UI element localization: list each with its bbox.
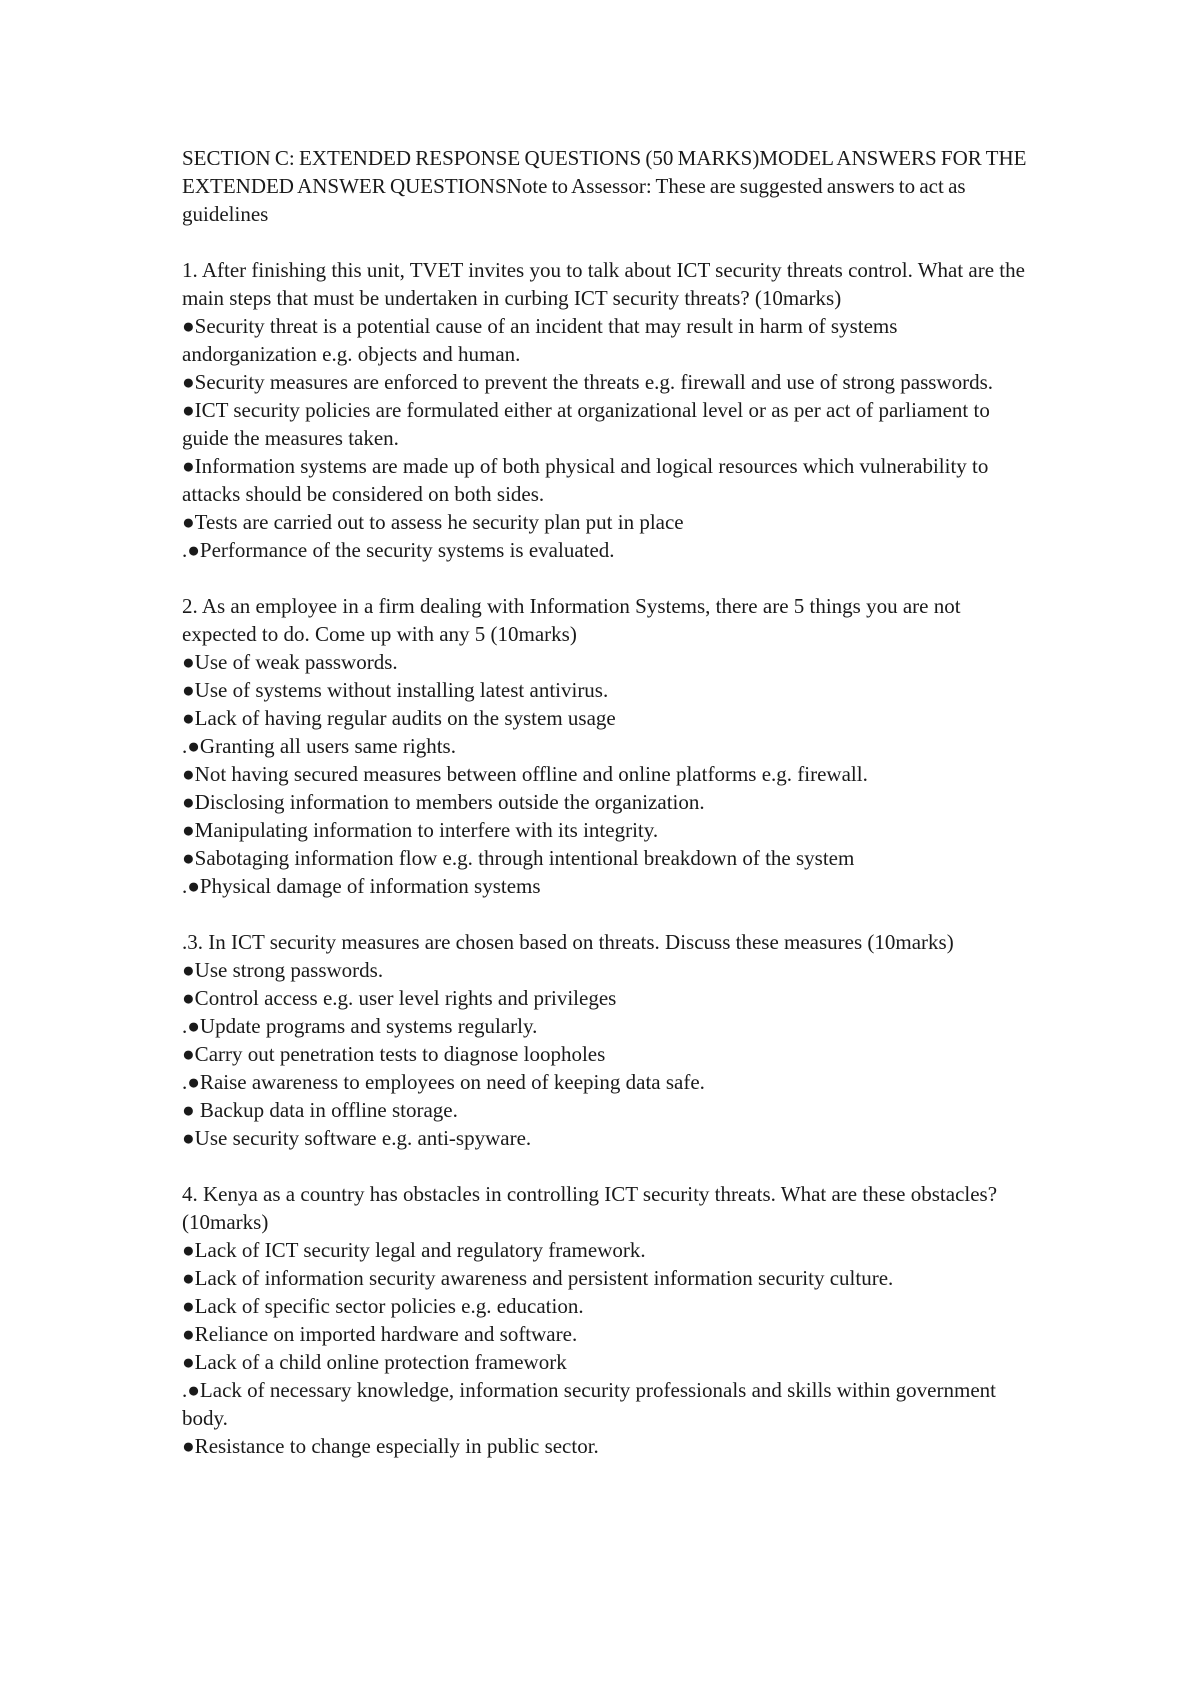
answer-item: ●Carry out penetration tests to diagnose loopholes [182,1042,606,1066]
answer-item: .●Performance of the security systems is evaluated. [182,538,615,562]
answer-item: ●Sabotaging information flow e.g. through intentional breakdown of the system [182,846,855,870]
answer-item: ●Lack of specific sector policies e.g. education. [182,1294,584,1318]
answer-item: ●Lack of a child online protection framework [182,1350,567,1374]
answer-item: ●Use of weak passwords. [182,650,398,674]
question-text: .3. In ICT security measures are chosen based on threats. Discuss these measures (10marks) [182,930,954,954]
answer-item: ●Reliance on imported hardware and software. [182,1322,578,1346]
answer-item: ●Lack of ICT security legal and regulatory framework. [182,1238,646,1262]
answer-item: ●Disclosing information to members outside the organization. [182,790,705,814]
answer-item: ●Use of systems without installing latest antivirus. [182,678,609,702]
section-heading: SECTION C: EXTENDED RESPONSE QUESTIONS (50 MARKS)MODEL ANSWERS FOR THE EXTENDED ANSWER QUESTIONSNote to Assessor: These are suggested answers to act as guidelines [182,146,1027,226]
answer-item: ●Security measures are enforced to prevent the threats e.g. firewall and use of strong passwords. [182,370,993,394]
answer-item: ●Information systems are made up of both physical and logical resources which vulnerability to attacks should be considered on both sides. [182,454,989,506]
answer-item: ●Security threat is a potential cause of an incident that may result in harm of systems andorganization e.g. objects and human. [182,314,898,366]
answer-item: .●Raise awareness to employees on need of keeping data safe. [182,1070,705,1094]
answer-item: .●Lack of necessary knowledge, information security professionals and skills within government body. [182,1378,996,1430]
answer-item: .●Physical damage of information systems [182,874,541,898]
question-text: 4. Kenya as a country has obstacles in controlling ICT security threats. What are these obstacles? (10marks) [182,1182,998,1234]
answer-item: .●Update programs and systems regularly. [182,1014,538,1038]
answer-item: ● Backup data in offline storage. [182,1098,458,1122]
question-block-2 [182,592,1032,900]
answer-list [182,956,1032,1152]
answer-item: ●Lack of information security awareness and persistent information security culture. [182,1266,894,1290]
answer-item: ●ICT security policies are formulated either at organizational level or as per act of parliament to guide the measures taken. [182,398,990,450]
answer-item: ●Lack of having regular audits on the system usage [182,706,616,730]
answer-item: ●Manipulating information to interfere with its integrity. [182,818,659,842]
question-text: 2. As an employee in a firm dealing with Information Systems, there are 5 things you are not expected to do. Come up with any 5 (10marks) [182,594,961,646]
answer-item: ●Use strong passwords. [182,958,384,982]
answer-item: ●Control access e.g. user level rights and privileges [182,986,617,1010]
answer-item: ●Not having secured measures between offline and online platforms e.g. firewall. [182,762,868,786]
document-body [182,144,1032,1488]
answer-item: .●Granting all users same rights. [182,734,456,758]
answer-list [182,312,1032,564]
answer-item: ●Use security software e.g. anti-spyware. [182,1126,532,1150]
question-text: 1. After finishing this unit, TVET invites you to talk about ICT security threats control. What are the main steps that must be undertaken in curbing ICT security threats? (10marks) [182,258,1025,310]
answer-list [182,648,1032,900]
answer-item: ●Tests are carried out to assess he security plan put in place [182,510,684,534]
answer-item: ●Resistance to change especially in public sector. [182,1434,599,1458]
question-block-3 [182,928,1032,1152]
question-block-1 [182,256,1032,564]
answer-list [182,1236,1032,1460]
question-block-4 [182,1180,1032,1460]
